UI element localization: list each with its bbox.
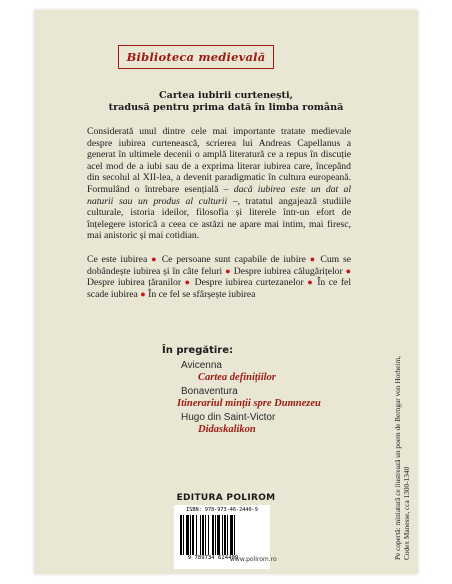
bullet-icon: ● [225,265,231,276]
headline-line-2: tradusă pentru prima dată în limba română [108,102,344,113]
topic-item: Despre iubirea călugărițelor [233,265,343,277]
bullet-icon: ● [184,277,192,288]
cover-caption-line-1: Pe copertă: miniatură ce ilustrează un poem de Berngar von Horheim, [393,355,402,560]
topic-item: Ce persoane sunt capabile de iubire [161,254,306,265]
headline-line-1: Cartea iubirii curtenești, [159,90,293,101]
prep-author: Hugo din Saint-Victor [181,412,276,423]
barcode-stripe [212,515,214,555]
description-part-1: Considerată unul dintre cele mai importante tratate medievale despre iubirea curtenească, scrierea lui Andreas Capellanus a generat în ultimele decenii o amplă literatură ce a repus în discuție acel mod de a iubi sau de a exprima literar iubirea care, începând din secolul al XII-lea, a devenit paradigmatic în cultura europeană. Formulând o întrebare esențială – [87,126,351,195]
barcode-icon [180,515,248,555]
description-question: dacă iubirea este un dat al naturii sau un produs al culturii [87,183,352,207]
prep-author: Avicenna [181,360,222,371]
cover-caption-line-2: Codex Manesse, cca 1300-1340 [402,466,411,560]
topic-item: Ce este iubirea [87,254,148,265]
barcode-stripe [196,515,197,555]
barcode-stripe [227,515,228,555]
barcode-stripe [208,515,209,555]
series-label: Biblioteca medievală [126,50,266,64]
topic-item: Despre iubirea curtezanelor [194,277,304,289]
description-paragraph [87,126,351,242]
description-part-2: –, tratatul angajează studiile culturale, istoria ideilor, filosofia și literele într-un efort de înțelegere istorică a ceea ce astăzi ne apare mai intim, mai firesc, mai anistoric și mai cotidian. [87,195,352,242]
barcode-stripe [192,515,194,555]
bullet-icon: ● [140,288,146,299]
bullet-icon: ● [307,277,314,288]
topic-item: În ce fel se sfârșește iubirea [148,288,256,300]
publisher-website: www.polirom.ro [230,556,277,563]
barcode-stripe [215,515,216,555]
topic-item: Despre iubirea țăranilor [87,277,182,289]
barcode-stripe [222,515,223,555]
barcode-number: 9 789734 624409 [187,555,239,561]
barcode-stripe [190,515,191,555]
topic-item: În ce fel scade iubirea [87,277,352,300]
barcode-stripe [183,515,184,555]
prep-author: Bonaventura [181,386,238,397]
barcode-stripe [224,515,226,555]
cover-caption [393,330,415,560]
barcode-stripe [200,515,201,555]
publisher-name: EDITURA POLIROM [176,493,276,503]
barcode-stripe [230,515,233,555]
barcode-stripe [202,515,204,555]
prep-book-title: Didaskalikon [198,424,256,435]
isbn-label: ISBN: 978-973-46-2440-9 [186,507,258,513]
topic-item: Cum se dobândește iubirea și în câte feluri [87,254,352,277]
barcode-stripe [234,515,235,555]
barcode-stripe [186,515,189,555]
preparation-title: În pregătire: [162,345,234,356]
barcode-stripe [205,515,206,555]
prep-book-title: Itinerariul minții spre Dumnezeu [177,398,321,409]
bullet-icon: ● [309,254,317,264]
series-badge [118,45,274,69]
bullet-icon: ● [345,265,352,276]
barcode-stripe [180,515,182,555]
prep-book-title: Cartea definițiilor [198,372,276,383]
topics-list [87,254,351,300]
bullet-icon: ● [151,254,158,264]
barcode-stripe [217,515,220,555]
